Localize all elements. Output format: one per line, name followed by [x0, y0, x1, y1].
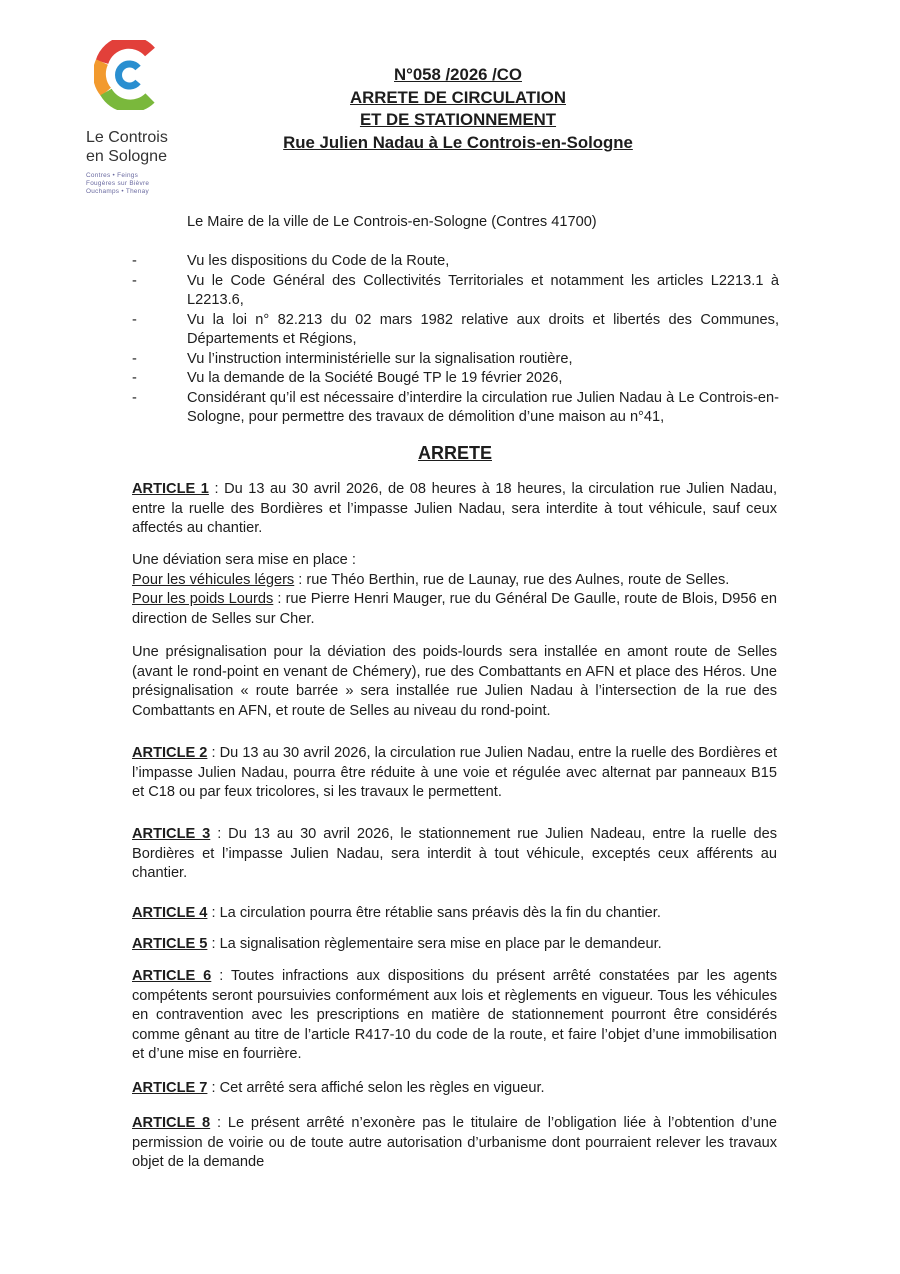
article-2-label: ARTICLE 2 — [132, 745, 208, 761]
light-vehicles-text: : rue Théo Berthin, rue de Launay, rue des Aulnes, route de Selles. — [294, 571, 730, 588]
article-6-label: ARTICLE 6 — [132, 968, 212, 984]
deviation-intro: Une déviation sera mise en place : — [132, 552, 356, 568]
article-8-label: ARTICLE 8 — [132, 1115, 211, 1131]
logo-name-line1: Le Controis — [86, 129, 168, 146]
article-3 — [132, 825, 777, 884]
municipality-logo — [86, 40, 186, 196]
article-7 — [132, 1079, 777, 1099]
article-5-label: ARTICLE 5 — [132, 936, 208, 952]
article-1-text: : Du 13 au 30 avril 2026, de 08 heures à 18 heures, la circulation rue Julien Nadau, entre la ruelle des Bordières et l’impasse Julien Nadau, sera interdite à tout véhicule, sauf ceux affectés au chantier. — [132, 481, 777, 536]
logo-communes-line2: Fougères sur Bièvre — [86, 180, 150, 187]
logo-name-line2: en Sologne — [86, 148, 167, 165]
intro-mayor: Le Maire de la ville de Le Controis-en-Sologne (Contres 41700) — [187, 214, 597, 230]
article-4-text: : La circulation pourra être rétablie sans préavis dès la fin du chantier. — [207, 905, 661, 921]
article-3-label: ARTICLE 3 — [132, 826, 211, 842]
article-4 — [132, 904, 777, 924]
consideration-item: - Vu les dispositions du Code de la Route, — [132, 252, 779, 272]
consideration-item: - Considérant qu’il est nécessaire d’interdire la circulation rue Julien Nadau à Le Controis-en-Sologne, pour permettre des travaux de démolition d’une maison au n°41, — [132, 389, 779, 428]
document-header — [240, 64, 676, 154]
article-6-text: : Toutes infractions aux dispositions du présent arrêté constatées par les agents compétents seront poursuivies conformément aux lois et règlements en vigueur. Tous les véhicules en contravention avec les prescriptions en matière de stationnement pourront être considérés comme gênant au titre de l’article R417-10 du code de la route, et faire l’objet d’une immobilisation et d’une mise en fourrière. — [132, 968, 778, 1062]
heavy-vehicles-text: : rue Pierre Henri Mauger, rue du Général De Gaulle, route de Blois, D956 en direction de Selles sur Cher. — [132, 591, 777, 627]
article-3-text: : Du 13 au 30 avril 2026, le stationnement rue Julien Nadeau, entre la ruelle des Bordières et l’impasse Julien Nadau, sera interdit à tout véhicule, exceptés ceux afférents au chantier. — [132, 826, 777, 881]
consideration-item: - Vu la demande de la Société Bougé TP le 19 février 2026, — [132, 369, 779, 389]
decree-title-line2: ET DE STATIONNEMENT — [359, 110, 557, 130]
article-8-text: : Le présent arrêté n’exonère pas le titulaire de l’obligation liée à l’obtention d’une permission de voirie ou de toute autre autorisation d’urbanisme dont pourraient relever les travaux objet de la demande — [132, 1115, 778, 1170]
article-6 — [132, 967, 777, 1065]
heavy-vehicles-label: Pour les poids Lourds — [132, 591, 274, 607]
article-1-label: ARTICLE 1 — [132, 481, 209, 497]
article-1 — [132, 480, 777, 539]
deviation-block — [132, 551, 777, 629]
consideration-item: - Vu l’instruction interministérielle sur la signalisation routière, — [132, 350, 779, 370]
consideration-item: - Vu la loi n° 82.213 du 02 mars 1982 relative aux droits et libertés des Communes, Départements et Régions, — [132, 311, 779, 350]
arrete-heading: ARRETE — [417, 443, 492, 463]
decree-subtitle: Rue Julien Nadau à Le Controis-en-Sologne — [283, 132, 633, 152]
decree-number: N°058 /2026 /CO — [394, 65, 522, 84]
light-vehicles-label: Pour les véhicules légers — [132, 571, 295, 588]
considerations-list — [132, 252, 779, 428]
logo-communes-line1: Contres • Feings — [86, 172, 139, 179]
article-2 — [132, 744, 777, 803]
article-7-label: ARTICLE 7 — [132, 1080, 208, 1096]
logo-communes-line3: Ouchamps • Thenay — [86, 188, 149, 195]
article-4-label: ARTICLE 4 — [132, 905, 208, 921]
decree-title-line1: ARRETE DE CIRCULATION — [350, 87, 566, 107]
article-8 — [132, 1114, 777, 1173]
article-2-text: : Du 13 au 30 avril 2026, la circulation rue Julien Nadau, entre la ruelle des Bordières et l’impasse Julien Nadau, pourra être réduite à une voie et régulée avec alternat par panneaux B15 et C18 ou par feux tricolores, si les travaux le permettent. — [132, 745, 778, 800]
article-7-text: : Cet arrêté sera affiché selon les règles en vigueur. — [207, 1080, 545, 1096]
presignalisation: Une présignalisation pour la déviation des poids-lourds sera installée en amont route de Selles (avant le rond-point en venant de Chémery), rue des Combattants en AFN et place des Héros. Une présignalisation « route barrée » sera installée rue Julien Nadau à l’intersection de la rue des Combattants en AFN, et route de Selles au niveau du rond-point. — [132, 644, 777, 719]
controis-logo-icon — [94, 40, 164, 110]
consideration-item: - Vu le Code Général des Collectivités Territoriales et notamment les articles L2213.1 à L2213.6, — [132, 272, 779, 311]
article-5-text: : La signalisation règlementaire sera mise en place par le demandeur. — [207, 936, 662, 952]
article-5 — [132, 935, 777, 955]
